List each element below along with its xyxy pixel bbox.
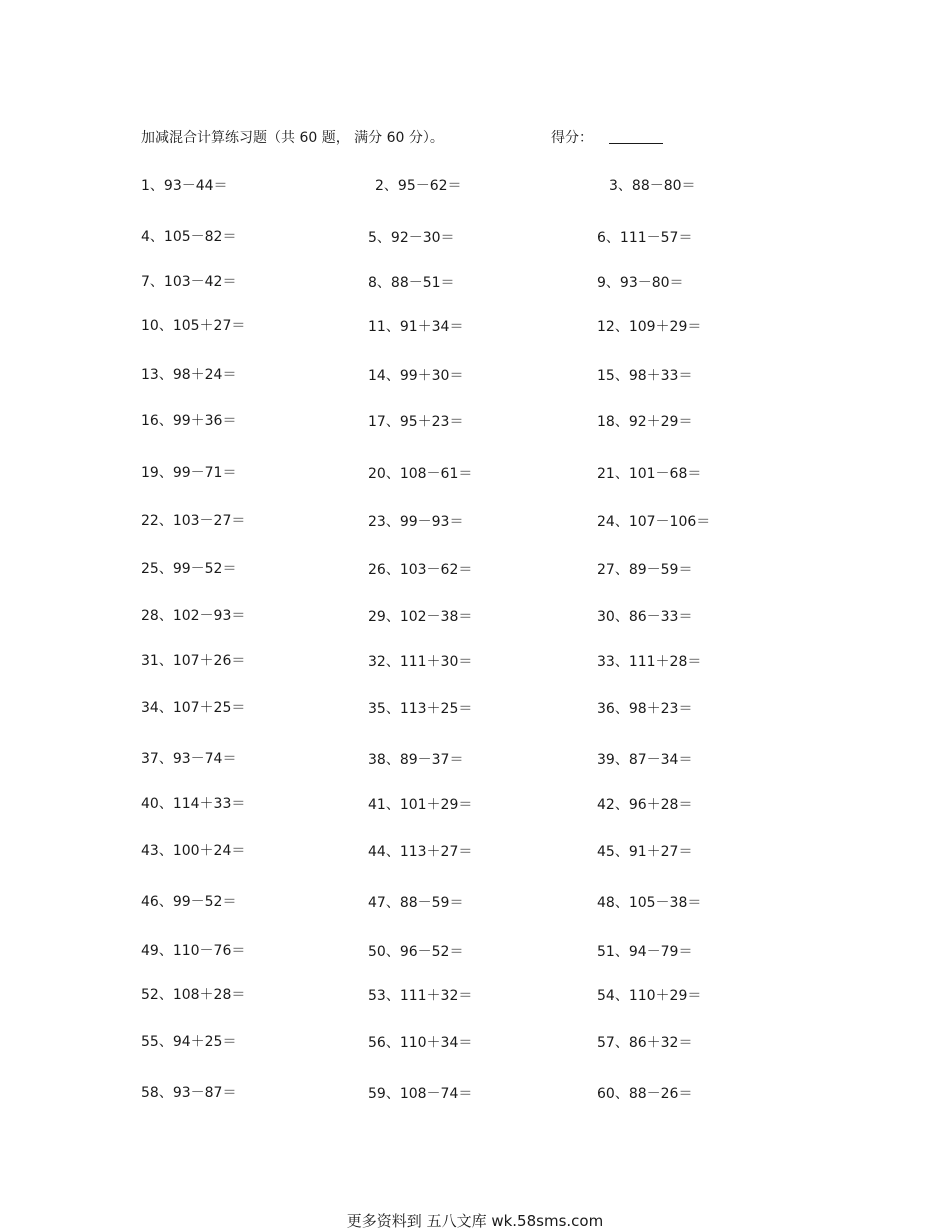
problem-item: 56、110＋34＝	[368, 1035, 473, 1051]
problem-item: 2、95－62＝	[375, 178, 462, 194]
problem-item: 59、108－74＝	[368, 1086, 473, 1102]
problem-item: 17、95＋23＝	[368, 414, 464, 430]
problem-item: 42、96＋28＝	[597, 797, 693, 813]
problem-item: 9、93－80＝	[597, 275, 684, 291]
problem-item: 50、96－52＝	[368, 944, 464, 960]
problem-item: 43、100＋24＝	[141, 843, 246, 859]
problem-item: 24、107－106＝	[597, 514, 711, 530]
problem-item: 13、98＋24＝	[141, 367, 237, 383]
problem-item: 40、114＋33＝	[141, 796, 246, 812]
problem-item: 14、99＋30＝	[368, 368, 464, 384]
problem-item: 11、91＋34＝	[368, 319, 464, 335]
problem-item: 51、94－79＝	[597, 944, 693, 960]
problem-item: 15、98＋33＝	[597, 368, 693, 384]
problem-item: 1、93－44＝	[141, 178, 228, 194]
problem-item: 3、88－80＝	[609, 178, 696, 194]
problem-item: 29、102－38＝	[368, 609, 473, 625]
problem-item: 37、93－74＝	[141, 751, 237, 767]
problem-item: 35、113＋25＝	[368, 701, 473, 717]
problem-item: 34、107＋25＝	[141, 700, 246, 716]
problem-item: 25、99－52＝	[141, 561, 237, 577]
problem-item: 16、99＋36＝	[141, 413, 237, 429]
problem-item: 48、105－38＝	[597, 895, 702, 911]
problem-item: 41、101＋29＝	[368, 797, 473, 813]
problem-item: 36、98＋23＝	[597, 701, 693, 717]
problem-item: 32、111＋30＝	[368, 654, 473, 670]
problem-item: 58、93－87＝	[141, 1085, 237, 1101]
problem-item: 21、101－68＝	[597, 466, 702, 482]
problem-item: 10、105＋27＝	[141, 318, 246, 334]
problem-item: 49、110－76＝	[141, 943, 246, 959]
problem-item: 39、87－34＝	[597, 752, 693, 768]
problem-item: 60、88－26＝	[597, 1086, 693, 1102]
problem-item: 30、86－33＝	[597, 609, 693, 625]
problem-item: 46、99－52＝	[141, 894, 237, 910]
problem-item: 31、107＋26＝	[141, 653, 246, 669]
problem-item: 57、86＋32＝	[597, 1035, 693, 1051]
worksheet-title: 加减混合计算练习题（共 60 题， 满分 60 分）。	[141, 130, 444, 146]
problem-item: 54、110＋29＝	[597, 988, 702, 1004]
problem-item: 27、89－59＝	[597, 562, 693, 578]
problem-item: 33、111＋28＝	[597, 654, 702, 670]
problem-item: 6、111－57＝	[597, 230, 693, 246]
problem-item: 23、99－93＝	[368, 514, 464, 530]
problem-item: 55、94＋25＝	[141, 1034, 237, 1050]
problem-item: 22、103－27＝	[141, 513, 246, 529]
problem-item: 44、113＋27＝	[368, 844, 473, 860]
problem-item: 20、108－61＝	[368, 466, 473, 482]
problem-item: 18、92＋29＝	[597, 414, 693, 430]
problem-item: 28、102－93＝	[141, 608, 246, 624]
problem-item: 38、89－37＝	[368, 752, 464, 768]
problem-item: 26、103－62＝	[368, 562, 473, 578]
problem-item: 52、108＋28＝	[141, 987, 246, 1003]
problem-item: 7、103－42＝	[141, 274, 237, 290]
problem-item: 8、88－51＝	[368, 275, 455, 291]
footer-watermark: 更多资料到 五八文库 wk.58sms.com	[346, 1212, 604, 1230]
score-label: 得分：	[551, 130, 593, 146]
problem-item: 5、92－30＝	[368, 230, 455, 246]
problem-item: 19、99－71＝	[141, 465, 237, 481]
problem-item: 53、111＋32＝	[368, 988, 473, 1004]
score-blank-line[interactable]	[609, 143, 663, 144]
problem-item: 45、91＋27＝	[597, 844, 693, 860]
problem-item: 4、105－82＝	[141, 229, 237, 245]
problem-item: 12、109＋29＝	[597, 319, 702, 335]
problem-item: 47、88－59＝	[368, 895, 464, 911]
